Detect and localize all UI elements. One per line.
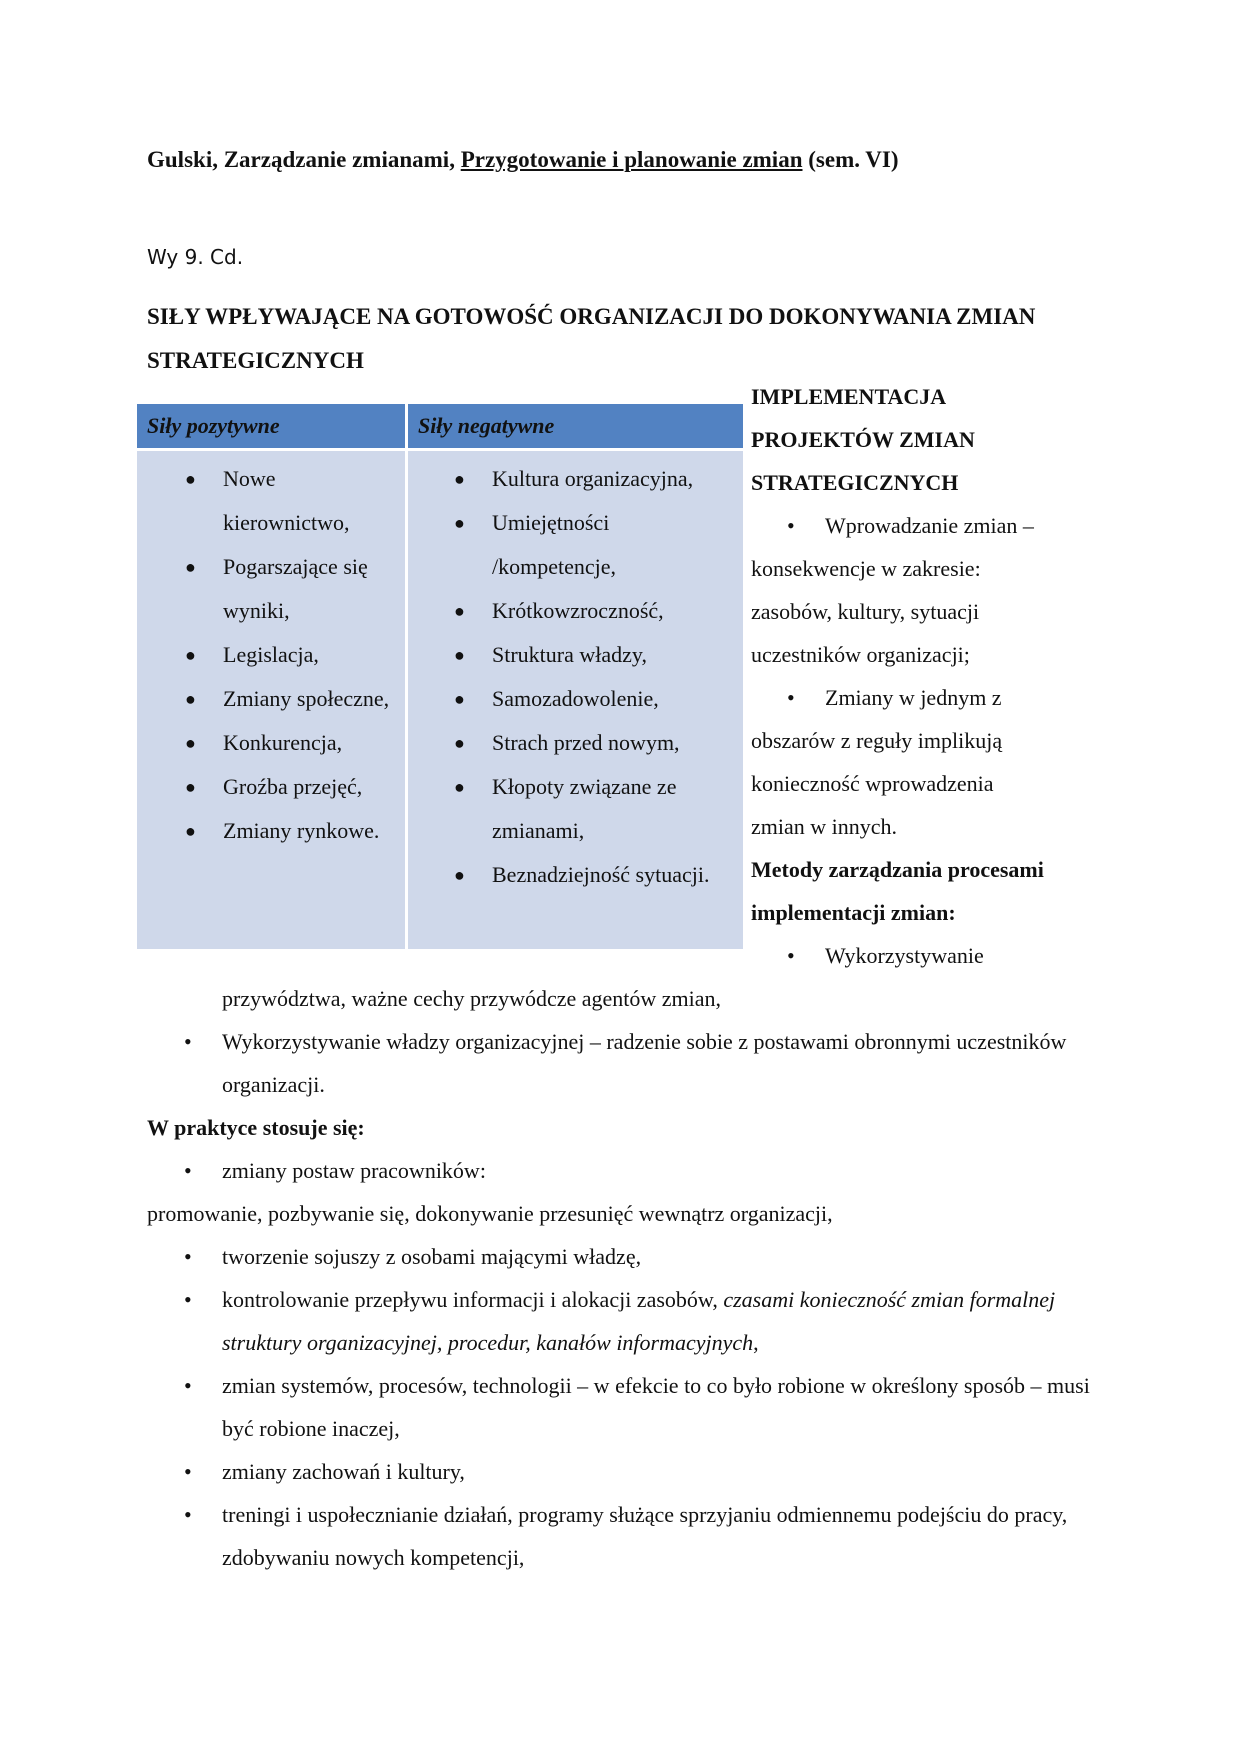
bullet-icon: ● — [454, 733, 465, 753]
bullet-icon: • — [184, 1158, 192, 1183]
list-item: ● Pogarszające się wyniki, — [137, 545, 405, 633]
table-header-row — [137, 404, 743, 451]
methods-title-line: Metody zarządzania procesami — [751, 857, 1044, 882]
list-item: • kontrolowanie przepływu informacji i alokacji zasobów, czasami konieczność zmian formalnej struktury organizacyjnej, procedur, kanałów informacyjnych, — [147, 1278, 1097, 1364]
bullet-icon: ● — [454, 645, 465, 665]
methods-title-line: implementacji zmian: — [751, 900, 956, 925]
text-line: zmian w innych. — [751, 814, 898, 839]
implementation-title-line: IMPLEMENTACJA — [751, 384, 947, 409]
implementation-bullet-1: • Wprowadzanie zmian – — [751, 504, 1096, 547]
lecture-label: Wy 9. Cd. — [147, 245, 244, 269]
implementation-bullet-2: • Zmiany w jednym z — [751, 676, 1096, 719]
implementation-title-line: STRATEGICZNYCH — [751, 470, 959, 495]
list-item: • Wykorzystywanie władzy organizacyjnej – radzenie sobie z postawami obronnymi uczestników organizacji. — [147, 1020, 1097, 1106]
bullet-continuation: przywództwa, ważne cechy przywódcze agentów zmian, — [222, 986, 722, 1011]
list-item: • zmiany zachowań i kultury, — [147, 1450, 1097, 1493]
bullet-icon: ● — [185, 469, 196, 489]
list-item: ● Struktura władzy, — [408, 633, 743, 677]
list-item: • tworzenie sojuszy z osobami mającymi władzę, — [147, 1235, 1097, 1278]
bullet-icon: • — [787, 685, 795, 710]
bullet-icon: • — [184, 1459, 192, 1484]
list-item: ● Zmiany społeczne, — [137, 677, 405, 721]
bullet-icon: ● — [185, 777, 196, 797]
list-item: ● Legislacja, — [137, 633, 405, 677]
semester-label: (sem. VI) — [802, 147, 899, 172]
text-line: obszarów z reguły implikują — [751, 728, 1003, 753]
list-item: ● Konkurencja, — [137, 721, 405, 765]
text-line: konieczność wprowadzenia — [751, 771, 994, 796]
list-item: ● Samozadowolenie, — [408, 677, 743, 721]
list-item: ● Beznadziejność sytuacji. — [408, 853, 743, 897]
negative-forces-list — [408, 451, 743, 897]
bullet-icon: • — [787, 513, 795, 538]
list-item: ● Groźba przejęć, — [137, 765, 405, 809]
bullet-icon: ● — [454, 865, 465, 885]
implementation-bullet-3: • Wykorzystywanie — [751, 934, 1096, 977]
bullet-icon: ● — [454, 513, 465, 533]
negative-forces-cell — [408, 451, 743, 949]
list-item: ● Zmiany rynkowe. — [137, 809, 405, 853]
bullet-icon: • — [184, 1502, 192, 1527]
bullet-icon: ● — [454, 777, 465, 797]
list-item: • zmian systemów, procesów, technologii – w efekcie to co było robione w określony sposób – musi być robione inaczej, — [147, 1364, 1097, 1450]
list-item: ● Umiejętności /kompetencje, — [408, 501, 743, 589]
table-body-row — [137, 451, 743, 949]
text-line: konsekwencje w zakresie: — [751, 556, 981, 581]
paragraph-line: promowanie, pozbywanie się, dokonywanie przesunięć wewnątrz organizacji, — [147, 1201, 833, 1226]
author-course: Gulski, Zarządzanie zmianami, — [147, 147, 461, 172]
list-item: ● Krótkowzroczność, — [408, 589, 743, 633]
bullet-icon: • — [184, 1029, 192, 1054]
positive-forces-cell — [137, 451, 408, 949]
list-item: ● Nowe kierownictwo, — [137, 457, 405, 545]
list-item: • treningi i uspołecznianie działań, programy służące sprzyjaniu odmiennemu podejściu do pracy, zdobywaniu nowych kompetencji, — [147, 1493, 1097, 1579]
bullet-icon: • — [184, 1287, 192, 1312]
bullet-icon: ● — [185, 733, 196, 753]
bullet-icon: ● — [454, 601, 465, 621]
forces-table — [137, 404, 743, 949]
bullet-icon: ● — [454, 689, 465, 709]
document-header — [147, 147, 899, 173]
practice-title: W praktyce stosuje się: — [147, 1115, 365, 1140]
text-line: zasobów, kultury, sytuacji — [751, 599, 980, 624]
bullet-icon: ● — [185, 821, 196, 841]
italic-text: czasami konieczność zmian formalnej struktury organizacyjnej, procedur, kanałów informacyjnych — [222, 1287, 1056, 1355]
list-item: ● Strach przed nowym, — [408, 721, 743, 765]
bullet-icon: ● — [185, 689, 196, 709]
list-item: ● Kultura organizacyjna, — [408, 457, 743, 501]
section-title: SIŁY WPŁYWAJĄCE NA GOTOWOŚĆ ORGANIZACJI DO DOKONYWANIA ZMIAN STRATEGICZNYCH — [147, 304, 1036, 373]
bottom-section — [147, 977, 1097, 1579]
header-positive: Siły pozytywne — [137, 404, 408, 451]
bullet-icon: ● — [185, 645, 196, 665]
text-line: uczestników organizacji; — [751, 642, 970, 667]
list-item: • zmiany postaw pracowników: — [147, 1149, 1097, 1192]
bullet-icon: ● — [185, 557, 196, 577]
implementation-section — [751, 375, 1096, 977]
topic-link[interactable]: Przygotowanie i planowanie zmian — [460, 147, 803, 172]
bullet-icon: • — [184, 1244, 192, 1269]
bullet-icon: • — [184, 1373, 192, 1398]
bullet-icon: • — [787, 943, 795, 968]
header-negative: Siły negatywne — [408, 404, 743, 451]
list-item: ● Kłopoty związane ze zmianami, — [408, 765, 743, 853]
positive-forces-list — [137, 451, 405, 853]
implementation-title-line: PROJEKTÓW ZMIAN — [751, 427, 975, 452]
bullet-icon: ● — [454, 469, 465, 489]
